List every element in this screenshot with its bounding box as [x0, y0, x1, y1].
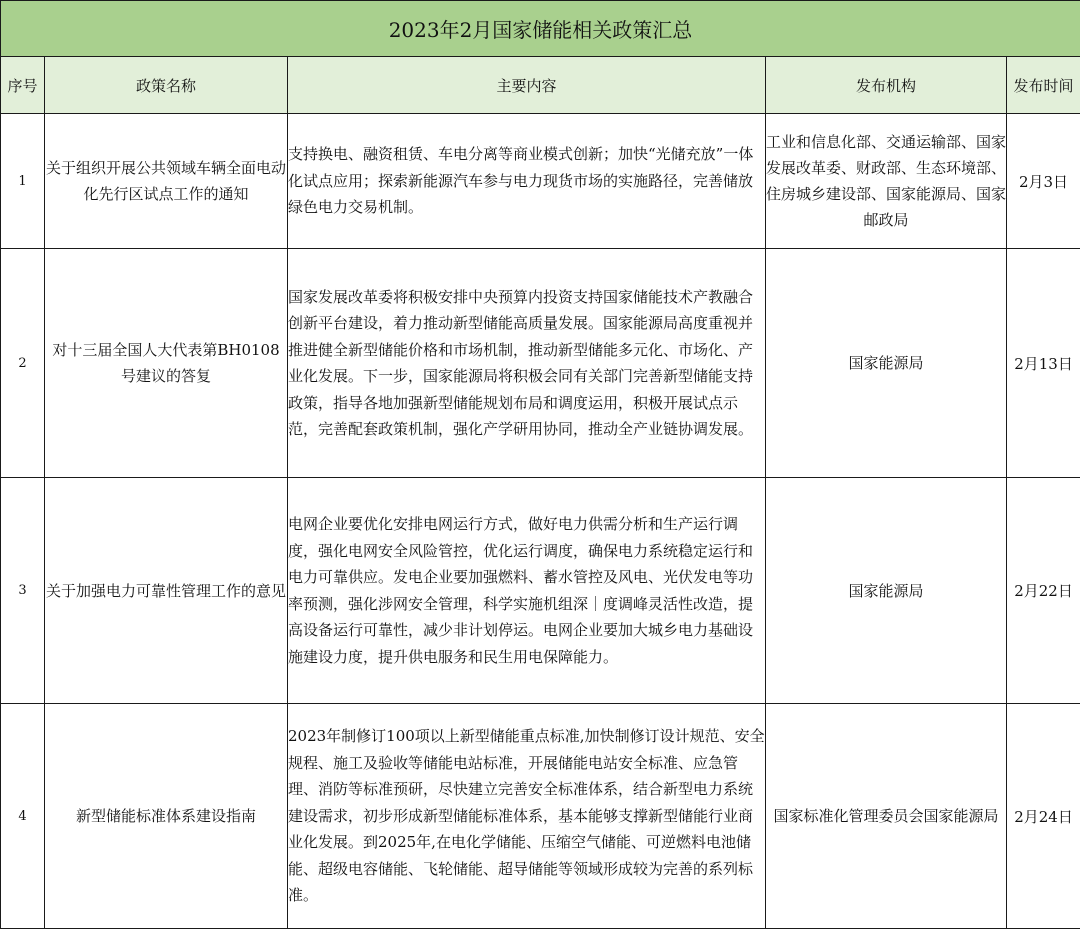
row-content: 电网企业要优化安排电网运行方式，做好电力供需分析和生产运行调度，强化电网安全风险管控，优化运行调度，确保电力系统稳定运行和电力可靠供应。发电企业要加强燃料、蓄水管控及风电、光伏发电等功率预测，强化涉网安全管理，科学实施机组深｜度调峰灵活性改造，提高设备运行可靠性，减少非计划停运。电网企业要加大城乡电力基础设施建设力度，提升供电服务和民生用电保障能力。 [288, 478, 766, 704]
row-org: 国家能源局 [766, 478, 1007, 704]
header-row [1, 57, 1080, 114]
header-content: 主要内容 [288, 57, 766, 114]
row-index: 3 [1, 478, 45, 704]
row-content: 2023年制修订100项以上新型储能重点标准,加快制修订设计规范、安全规程、施工及验收等储能电站标准，开展储能电站安全标准、应急管理、消防等标准预研，尽快建立完善安全标准体系，结合新型电力系统建设需求，初步形成新型储能标准体系，基本能够支撑新型储能行业商业化发展。到2025年,在电化学储能、压缩空气储能、可逆燃料电池储能、超级电容储能、飞轮储能、超导储能等领域形成较为完善的系列标准。 [288, 704, 766, 929]
table-title: 2023年2月国家储能相关政策汇总 [1, 1, 1080, 57]
table-row [1, 478, 1080, 704]
table-row [1, 249, 1080, 478]
row-policy-name: 关于加强电力可靠性管理工作的意见 [45, 478, 288, 704]
row-org: 工业和信息化部、交通运输部、国家发展改革委、财政部、生态环境部、住房城乡建设部、国家能源局、国家邮政局 [766, 114, 1007, 249]
row-index: 4 [1, 704, 45, 929]
header-date: 发布时间 [1007, 57, 1080, 114]
row-content: 国家发展改革委将积极安排中央预算内投资支持国家储能技术产教融合创新平台建设，着力推动新型储能高质量发展。国家能源局高度重视并推进健全新型储能价格和市场机制，推动新型储能多元化、市场化、产业化发展。下一步，国家能源局将积极会同有关部门完善新型储能支持政策，指导各地加强新型储能规划布局和调度运用，积极开展试点示范，完善配套政策机制，强化产学研用协同，推动全产业链协调发展。 [288, 249, 766, 478]
header-org: 发布机构 [766, 57, 1007, 114]
row-org: 国家能源局 [766, 249, 1007, 478]
title-row [1, 1, 1080, 57]
row-org: 国家标准化管理委员会国家能源局 [766, 704, 1007, 929]
header-index: 序号 [1, 57, 45, 114]
row-date: 2月22日 [1007, 478, 1080, 704]
row-policy-name: 关于组织开展公共领域车辆全面电动化先行区试点工作的通知 [45, 114, 288, 249]
row-index: 1 [1, 114, 45, 249]
table-row [1, 704, 1080, 929]
header-name: 政策名称 [45, 57, 288, 114]
row-policy-name: 新型储能标准体系建设指南 [45, 704, 288, 929]
row-policy-name: 对十三届全国人大代表第BH0108号建议的答复 [45, 249, 288, 478]
row-date: 2月13日 [1007, 249, 1080, 478]
row-index: 2 [1, 249, 45, 478]
row-date: 2月3日 [1007, 114, 1080, 249]
row-date: 2月24日 [1007, 704, 1080, 929]
table-row [1, 114, 1080, 249]
row-content: 支持换电、融资租赁、车电分离等商业模式创新；加快“光储充放”一体化试点应用；探索新能源汽车参与电力现货市场的实施路径，完善储放绿色电力交易机制。 [288, 114, 766, 249]
